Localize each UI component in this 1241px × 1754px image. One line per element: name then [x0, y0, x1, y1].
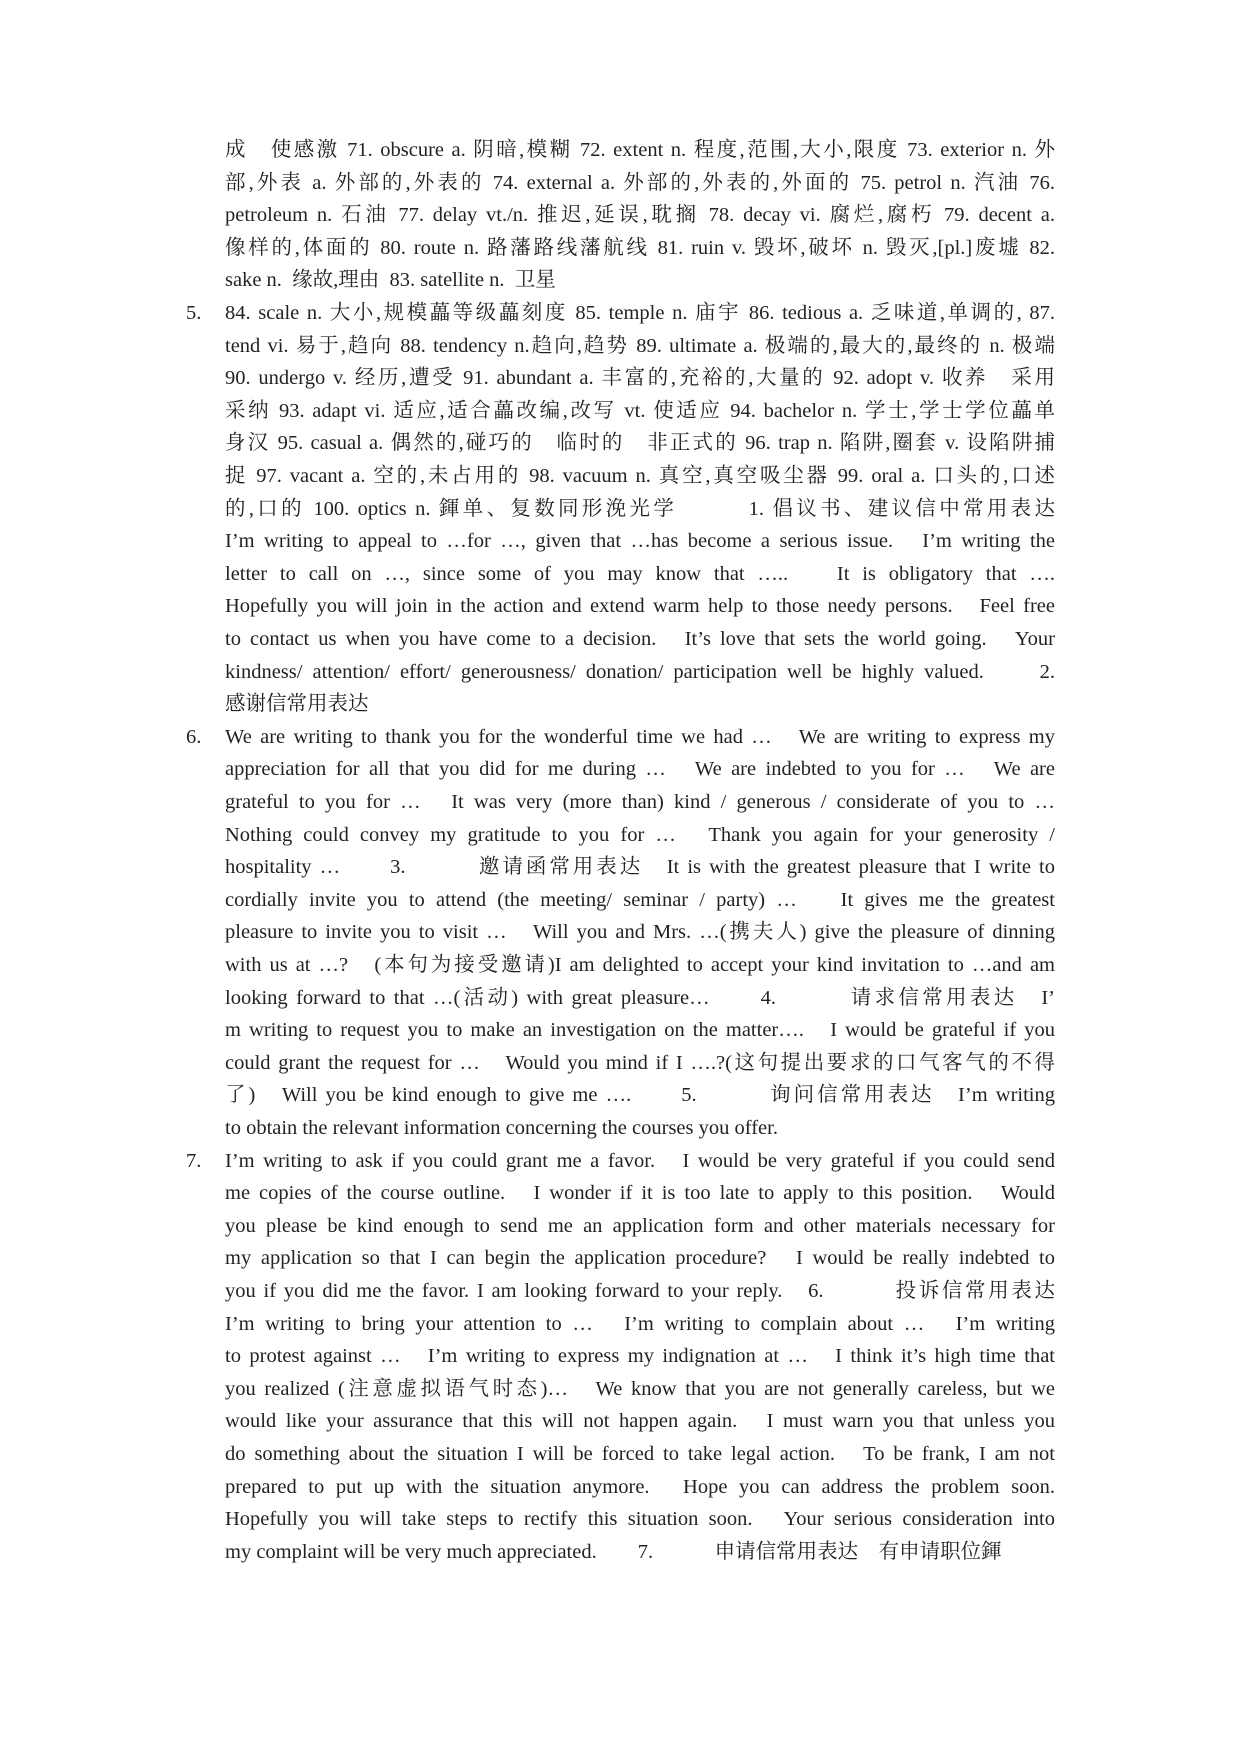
text-line: 了) Will you be kind enough to give me …. 5. 询问信常用表达 I’m writing — [225, 1084, 1055, 1107]
text-line: you please be kind enough to send me an application form and other materials necessary for — [225, 1214, 1055, 1237]
text-line: pleasure to invite you to visit … Will you and Mrs. …(携夫人) give the pleasure of dinning — [225, 921, 1055, 944]
text-line: looking forward to that …(活动) with great pleasure… 4. 请求信常用表达 I’ — [225, 986, 1055, 1009]
text-line: cordially invite you to attend (the meeting/ seminar / party) … It gives me the greatest — [225, 888, 1055, 911]
text-line: 捉 97. vacant a. 空的,未占用的 98. vacuum n. 真空,真空吸尘器 99. oral a. 口头的,口述 — [225, 464, 1055, 487]
paragraph — [225, 134, 1055, 297]
text-line: kindness/ attention/ effort/ generousness/ donation/ participation well be highly valued. 2. — [225, 660, 1055, 683]
text-line: you realized (注意虚拟语气时态)… We know that you are not generally careless, but we — [225, 1377, 1055, 1400]
text-line: I’m writing to bring your attention to … I’m writing to complain about … I’m writing — [225, 1312, 1055, 1335]
paragraph — [225, 297, 1055, 721]
text-line: 成 使感激 71. obscure a. 阴暗,模糊 72. extent n. 程度,范围,大小,限度 73. exterior n. 外 — [225, 139, 1055, 161]
text-line: Nothing could convey my gratitude to you for … Thank you again for your generosity / — [225, 823, 1055, 846]
text-line: hospitality … 3. 邀请函常用表达 It is with the greatest pleasure that I write to — [225, 856, 1055, 879]
text-line: 像样的,体面的 80. route n. 路藩路线藩航线 81. ruin v. 毁坏,破坏 n. 毁灭,[pl.]废墟 82. — [225, 236, 1055, 259]
text-line: 身汉 95. casual a. 偶然的,碰巧的 临时的 非正式的 96. trap n. 陷阱,圈套 v. 设陷阱捕 — [225, 432, 1055, 455]
text-line: tend vi. 易于,趋向 88. tendency n.趋向,趋势 89. ultimate a. 极端的,最大的,最终的 n. 极端 — [225, 334, 1055, 357]
text-line: you if you did me the favor. I am looking forward to your reply. 6. 投诉信常用表达 — [225, 1279, 1055, 1302]
text-line: m writing to request you to make an investigation on the matter…. I would be grateful if you — [225, 1019, 1055, 1042]
text-line: would like your assurance that this will not happen again. I must warn you that unless you — [225, 1410, 1055, 1433]
text-line: 84. scale n. 大小,规模藟等级藟刻度 85. temple n. 庙宇 86. tedious a. 乏味道,单调的, 87. — [225, 302, 1055, 324]
paragraph — [225, 721, 1055, 1145]
text-line: to contact us when you have come to a decision. It’s love that sets the world going. Your — [225, 627, 1055, 650]
paragraph — [225, 1145, 1055, 1569]
text-line: to protest against … I’m writing to express my indignation at … I think it’s high time that — [225, 1345, 1055, 1368]
text-line: petroleum n. 石油 77. delay vt./n. 推迟,延误,耽搁 78. decay vi. 腐烂,腐朽 79. decent a. — [225, 204, 1055, 227]
text-line: 部,外表 a. 外部的,外表的 74. external a. 外部的,外表的,外面的 75. petrol n. 汽油 76. — [225, 171, 1055, 194]
paragraph-number: 5. — [186, 302, 202, 324]
text-line: my application so that I can begin the application procedure? I would be really indebted to — [225, 1247, 1055, 1270]
text-line: could grant the request for … Would you mind if I ….?(这句提出要求的口气客气的不得 — [225, 1051, 1055, 1074]
text-line: 感谢信常用表达 — [225, 693, 369, 716]
text-line: my complaint will be very much appreciated. 7. 申请信常用表达 有申请职位鍕 — [225, 1540, 1002, 1563]
text-line: 的,口的 100. optics n. 鍕单、复数同形浼光学 1. 倡议书、建议信中常用表达 — [225, 497, 1055, 520]
text-line: sake n. 缘故,理由 83. satellite n. 卫星 — [225, 269, 556, 292]
paragraph-number: 7. — [186, 1149, 202, 1172]
paragraph-number: 6. — [186, 725, 202, 748]
text-line: 采纳 93. adapt vi. 适应,适合藟改编,改写 vt. 使适应 94. bachelor n. 学士,学士学位藟单 — [225, 399, 1055, 422]
text-line: I’m writing to appeal to …for …, given that …has become a serious issue. I’m writing the — [225, 530, 1055, 553]
text-line: grateful to you for … It was very (more than) kind / generous / considerate of you to … — [225, 790, 1055, 813]
text-line: do something about the situation I will be forced to take legal action. To be frank, I am not — [225, 1442, 1055, 1465]
text-line: letter to call on …, since some of you may know that ….. It is obligatory that …. — [225, 562, 1055, 585]
text-line: appreciation for all that you did for me during … We are indebted to you for … We are — [225, 758, 1055, 781]
text-line: me copies of the course outline. I wonder if it is too late to apply to this position. Would — [225, 1182, 1055, 1205]
text-line: prepared to put up with the situation anymore. Hope you can address the problem soon. — [225, 1475, 1055, 1498]
text-line: I’m writing to ask if you could grant me a favor. I would be very grateful if you could send — [225, 1149, 1055, 1172]
text-line: Hopefully you will take steps to rectify this situation soon. Your serious consideration into — [225, 1508, 1055, 1531]
text-line: 90. undergo v. 经历,遭受 91. abundant a. 丰富的,充裕的,大量的 92. adopt v. 收养 采用 — [225, 367, 1055, 390]
text-line: We are writing to thank you for the wonderful time we had … We are writing to express my — [225, 725, 1055, 748]
text-line: with us at …? (本句为接受邀请)I am delighted to accept your kind invitation to …and am — [225, 953, 1055, 976]
text-line: Hopefully you will join in the action and extend warm help to those needy persons. Feel free — [225, 595, 1055, 618]
text-line: to obtain the relevant information concerning the courses you offer. — [225, 1116, 778, 1139]
